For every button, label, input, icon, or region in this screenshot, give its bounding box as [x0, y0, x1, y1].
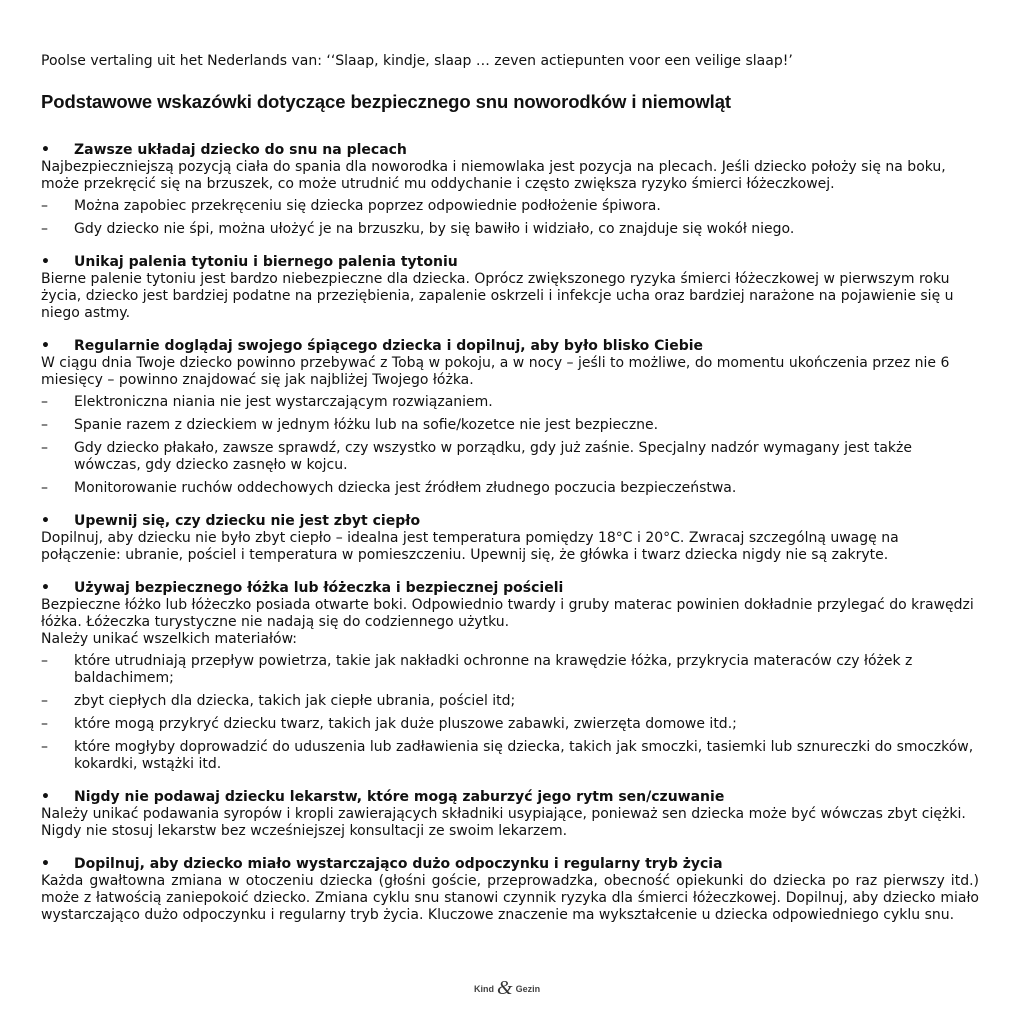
section-paragraph: Należy unikać wszelkich materiałów: — [41, 631, 297, 647]
list-item — [41, 198, 979, 215]
sections-container — [41, 142, 979, 924]
section — [41, 856, 979, 924]
list-item-text: Elektroniczna niania nie jest wystarczającym rozwiązaniem. — [74, 394, 493, 410]
section-paragraph: Bezpieczne łóżko lub łóżeczko posiada otwarte boki. Odpowiednio twardy i gruby materac powinien dokładnie przylegać do krawędzi łóżka. Łóżeczka turystyczne nie nadają się do codziennego użytku. — [41, 597, 974, 630]
section — [41, 338, 979, 497]
section — [41, 513, 979, 564]
section-paragraph: Najbezpieczniejszą pozycją ciała do spania dla noworodka i niemowlaka jest pozycja na plecach. Jeśli dziecko położy się na boku, może przekręcić się na brzuszek, co może utrudnić mu oddychanie i często zwiększa ryzyko śmierci łóżeczkowej. — [41, 159, 946, 192]
section-heading-text: Regularnie doglądaj swojego śpiącego dziecka i dopilnuj, aby było blisko Ciebie — [74, 338, 704, 354]
section-heading — [41, 789, 979, 806]
dash-icon: – — [41, 440, 48, 456]
bullet-icon: • — [41, 338, 50, 354]
list-item — [41, 480, 979, 497]
section-heading-text: Zawsze układaj dziecko do snu na plecach — [74, 142, 407, 158]
list-item-text: które utrudniają przepływ powietrza, takie jak nakładki ochronne na krawędzie łóżka, przykrycia materaców czy łóżek z baldachimem; — [74, 653, 913, 686]
list-item-text: Gdy dziecko płakało, zawsze sprawdź, czy wszystko w porządku, gdy już zaśnie. Specjalny nadzór wymagany jest także wówczas, gdy dziecko zasnęło w kojcu. — [74, 440, 912, 473]
list-item — [41, 417, 979, 434]
dash-icon: – — [41, 739, 48, 755]
section-heading-text: Nigdy nie podawaj dziecku lekarstw, które mogą zaburzyć jego rytm sen/czuwanie — [74, 789, 725, 805]
dash-icon: – — [41, 198, 48, 214]
document-page — [41, 52, 979, 940]
bullet-icon: • — [41, 513, 50, 529]
section — [41, 580, 979, 773]
section — [41, 142, 979, 238]
logo-left-text: Kind — [474, 983, 494, 994]
section-paragraph: Należy unikać podawania syropów i kropli zawierających składniki usypiające, ponieważ sen dziecka może być wówczas zbyt ciężki. Nigdy nie stosuj lekarstw bez wcześniejszej konsultacji ze swoim lekarzem. — [41, 806, 966, 839]
bullet-icon: • — [41, 789, 50, 805]
section-heading — [41, 254, 979, 271]
intro-line: Poolse vertaling uit het Nederlands van: ‘‘Slaap, kindje, slaap … zeven actiepunten voor een veilige slaap!’ — [41, 53, 793, 69]
section — [41, 254, 979, 322]
dash-list — [41, 653, 979, 773]
dash-icon: – — [41, 417, 48, 433]
section-paragraph: Bierne palenie tytoniu jest bardzo niebezpieczne dla dziecka. Oprócz zwiększonego ryzyka śmierci łóżeczkowej w pierwszym roku życia, dziecko jest bardziej podatne na przeziębienia, zapalenie oskrzeli i infekcje ucha oraz bardziej narażone na pojawienie się u niego astmy. — [41, 271, 954, 321]
section-paragraph: Dopilnuj, aby dziecku nie było zbyt ciepło – idealna jest temperatura pomiędzy 18°C i 20°C. Zwracaj szczególną uwagę na połączenie: ubranie, pościel i temperatura w pomieszczeniu. Upewnij się, że główka i twarz dziecka nigdy nie są zakryte. — [41, 530, 899, 563]
section-paragraph: W ciągu dnia Twoje dziecko powinno przebywać z Tobą w pokoju, a w nocy – jeśli to możliwe, do momentu ukończenia przez nie 6 miesięcy – powinno znajdować się jak najbliżej Twojego łóżka. — [41, 355, 950, 388]
list-item-text: Monitorowanie ruchów oddechowych dziecka jest źródłem złudnego poczucia bezpieczeństwa. — [74, 480, 737, 496]
list-item — [41, 739, 979, 773]
section-heading — [41, 142, 979, 159]
list-item-text: Spanie razem z dzieckiem w jednym łóżku lub na sofie/kozetce nie jest bezpieczne. — [74, 417, 659, 433]
section — [41, 789, 979, 840]
section-heading-text: Dopilnuj, aby dziecko miało wystarczająco dużo odpoczynku i regularny tryb życia — [74, 856, 723, 872]
list-item — [41, 394, 979, 411]
section-heading — [41, 338, 979, 355]
section-paragraph: Każda gwałtowna zmiana w otoczeniu dziecka (głośni goście, przeprowadzka, obecność opiekunki do dziecka po raz pierwszy itd.) może z łatwością zaniepokoić dziecko. Zmiana cyklu snu stanowi czynnik ryzyka dla śmierci łóżeczkowej. Dopilnuj, aby dziecko miało wystarczająco dużo odpoczynku i regularny tryb życia. Kluczowe znaczenie ma wykształcenie u dziecka odpowiedniego cyklu snu. — [41, 873, 979, 923]
dash-icon: – — [41, 716, 48, 732]
list-item-text: które mogą przykryć dziecku twarz, takich jak duże pluszowe zabawki, zwierzęta domowe itd.; — [74, 716, 737, 732]
section-heading-text: Upewnij się, czy dziecku nie jest zbyt ciepło — [74, 513, 421, 529]
page-title: Podstawowe wskazówki dotyczące bezpiecznego snu noworodków i niemowląt — [41, 91, 731, 112]
section-heading — [41, 513, 979, 530]
list-item — [41, 221, 979, 238]
section-heading — [41, 856, 979, 873]
list-item — [41, 693, 979, 710]
kind-en-gezin-logo — [474, 977, 540, 1000]
section-heading — [41, 580, 979, 597]
dash-list — [41, 198, 979, 238]
bullet-icon: • — [41, 856, 50, 872]
list-item-text: Gdy dziecko nie śpi, można ułożyć je na brzuszku, by się bawiło i widziało, co znajduje się wokół niego. — [74, 221, 795, 237]
list-item-text: które mogłyby doprowadzić do uduszenia lub zadławienia się dziecka, takich jak smoczki, tasiemki lub sznureczki do smoczków, kokardki, wstążki itd. — [74, 739, 974, 772]
list-item — [41, 716, 979, 733]
list-item — [41, 653, 979, 687]
bullet-icon: • — [41, 254, 50, 270]
section-heading-text: Unikaj palenia tytoniu i biernego palenia tytoniu — [74, 254, 458, 270]
list-item-text: zbyt ciepłych dla dziecka, takich jak ciepłe ubrania, pościel itd; — [74, 693, 516, 709]
list-item — [41, 440, 979, 474]
dash-icon: – — [41, 480, 48, 496]
bullet-icon: • — [41, 580, 50, 596]
section-heading-text: Używaj bezpiecznego łóżka lub łóżeczka i bezpiecznej pościeli — [74, 580, 564, 596]
dash-icon: – — [41, 221, 48, 237]
dash-icon: – — [41, 394, 48, 410]
dash-list — [41, 394, 979, 497]
logo-right-text: Gezin — [515, 983, 541, 994]
dash-icon: – — [41, 653, 48, 669]
list-item-text: Można zapobiec przekręceniu się dziecka poprzez odpowiednie podłożenie śpiwora. — [74, 198, 661, 214]
logo-ampersand: & — [497, 977, 513, 999]
dash-icon: – — [41, 693, 48, 709]
bullet-icon: • — [41, 142, 50, 158]
